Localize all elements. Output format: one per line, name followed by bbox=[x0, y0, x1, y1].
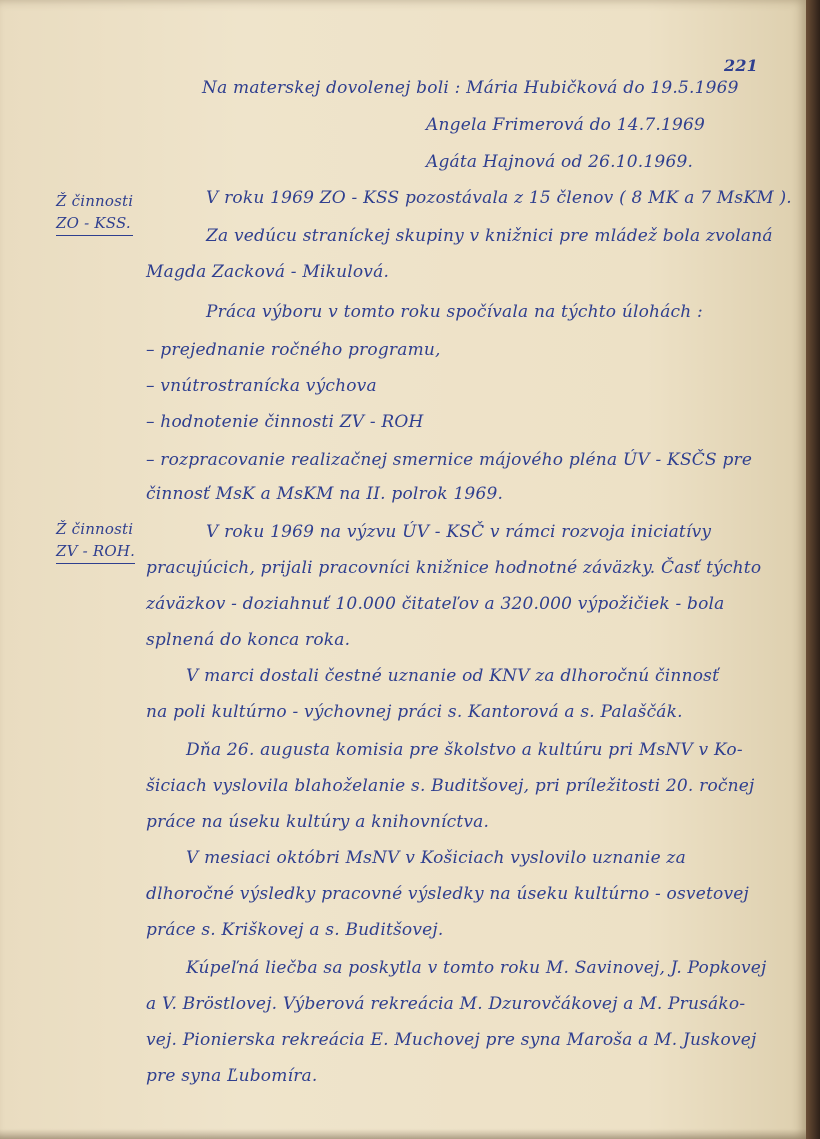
handwritten-line: Práca výboru v tomto roku spočívala na týchto úlohách : bbox=[206, 302, 703, 322]
handwritten-line: Dňa 26. augusta komisia pre školstvo a kultúru pri MsNV v Ko- bbox=[186, 740, 743, 760]
handwritten-line: – hodnotenie činnosti ZV - ROH bbox=[146, 412, 424, 432]
handwritten-line: Magda Zacková - Mikulová. bbox=[146, 262, 390, 282]
margin-note-line: Ž činnosti bbox=[56, 192, 134, 210]
handwritten-line: Agáta Hajnová od 26.10.1969. bbox=[426, 152, 694, 172]
margin-note-line: ZV - ROH. bbox=[56, 540, 135, 564]
handwritten-line: Za vedúcu straníckej skupiny v knižnici pre mládež bola zvolaná bbox=[206, 226, 773, 246]
handwritten-line: V marci dostali čestné uznanie od KNV za dlhoročnú činnosť bbox=[186, 666, 720, 686]
handwritten-line: dlhoročné výsledky pracovné výsledky na úseku kultúrno - osvetovej bbox=[146, 884, 749, 904]
page-number: 221 bbox=[724, 56, 758, 75]
handwritten-line: pracujúcich, prijali pracovníci knižnice hodnotné záväzky. Časť týchto bbox=[146, 558, 762, 578]
handwritten-line: Angela Frimerová do 14.7.1969 bbox=[426, 115, 706, 135]
handwritten-line: práce s. Kriškovej a s. Buditšovej. bbox=[146, 920, 444, 940]
handwritten-line: činnosť MsK a MsKM na II. polrok 1969. bbox=[146, 484, 504, 504]
handwritten-line: Na materskej dovolenej boli : Mária Hubičková do 19.5.1969 bbox=[202, 78, 739, 98]
handwritten-line: Kúpeľná liečba sa poskytla v tomto roku M. Savinovej, J. Popkovej bbox=[186, 958, 767, 978]
handwritten-line: V roku 1969 ZO - KSS pozostávala z 15 členov ( 8 MK a 7 MsKM ). bbox=[206, 188, 792, 208]
handwritten-line: vej. Pionierska rekreácia E. Muchovej pre syna Maroša a M. Juskovej bbox=[146, 1030, 757, 1050]
margin-note-zo-kss bbox=[56, 190, 133, 236]
handwritten-line: na poli kultúrno - výchovnej práci s. Kantorová a s. Palaščák. bbox=[146, 702, 683, 722]
handwritten-line: splnená do konca roka. bbox=[146, 630, 351, 650]
handwritten-line: V roku 1969 na výzvu ÚV - KSČ v rámci rozvoja iniciatívy bbox=[206, 522, 712, 542]
handwritten-line: V mesiaci októbri MsNV v Košiciach vyslovilo uznanie za bbox=[186, 848, 686, 868]
handwritten-line: šiciach vyslovila blahoželanie s. Buditšovej, pri príležitosti 20. ročnej bbox=[146, 776, 755, 796]
margin-note-zv-roh bbox=[56, 518, 135, 564]
handwritten-line: a V. Bröstlovej. Výberová rekreácia M. Dzurovčákovej a M. Prusáko- bbox=[146, 994, 746, 1014]
page-bottom-shadow bbox=[0, 1129, 808, 1139]
margin-note-line: ZO - KSS. bbox=[56, 212, 133, 236]
margin-note-line: Ž činnosti bbox=[56, 520, 134, 538]
handwritten-line: záväzkov - doziahnuť 10.000 čitateľov a 320.000 výpožičiek - bola bbox=[146, 594, 725, 614]
handwritten-line: práce na úseku kultúry a knihovníctva. bbox=[146, 812, 490, 832]
handwritten-line: – prejednanie ročného programu, bbox=[146, 340, 441, 360]
handwritten-line: – rozpracovanie realizačnej smernice májového pléna ÚV - KSČS pre bbox=[146, 450, 753, 470]
handwritten-line: pre syna Ľubomíra. bbox=[146, 1066, 318, 1086]
handwritten-line: – vnútrostranícka výchova bbox=[146, 376, 377, 396]
notebook-spine bbox=[806, 0, 820, 1139]
